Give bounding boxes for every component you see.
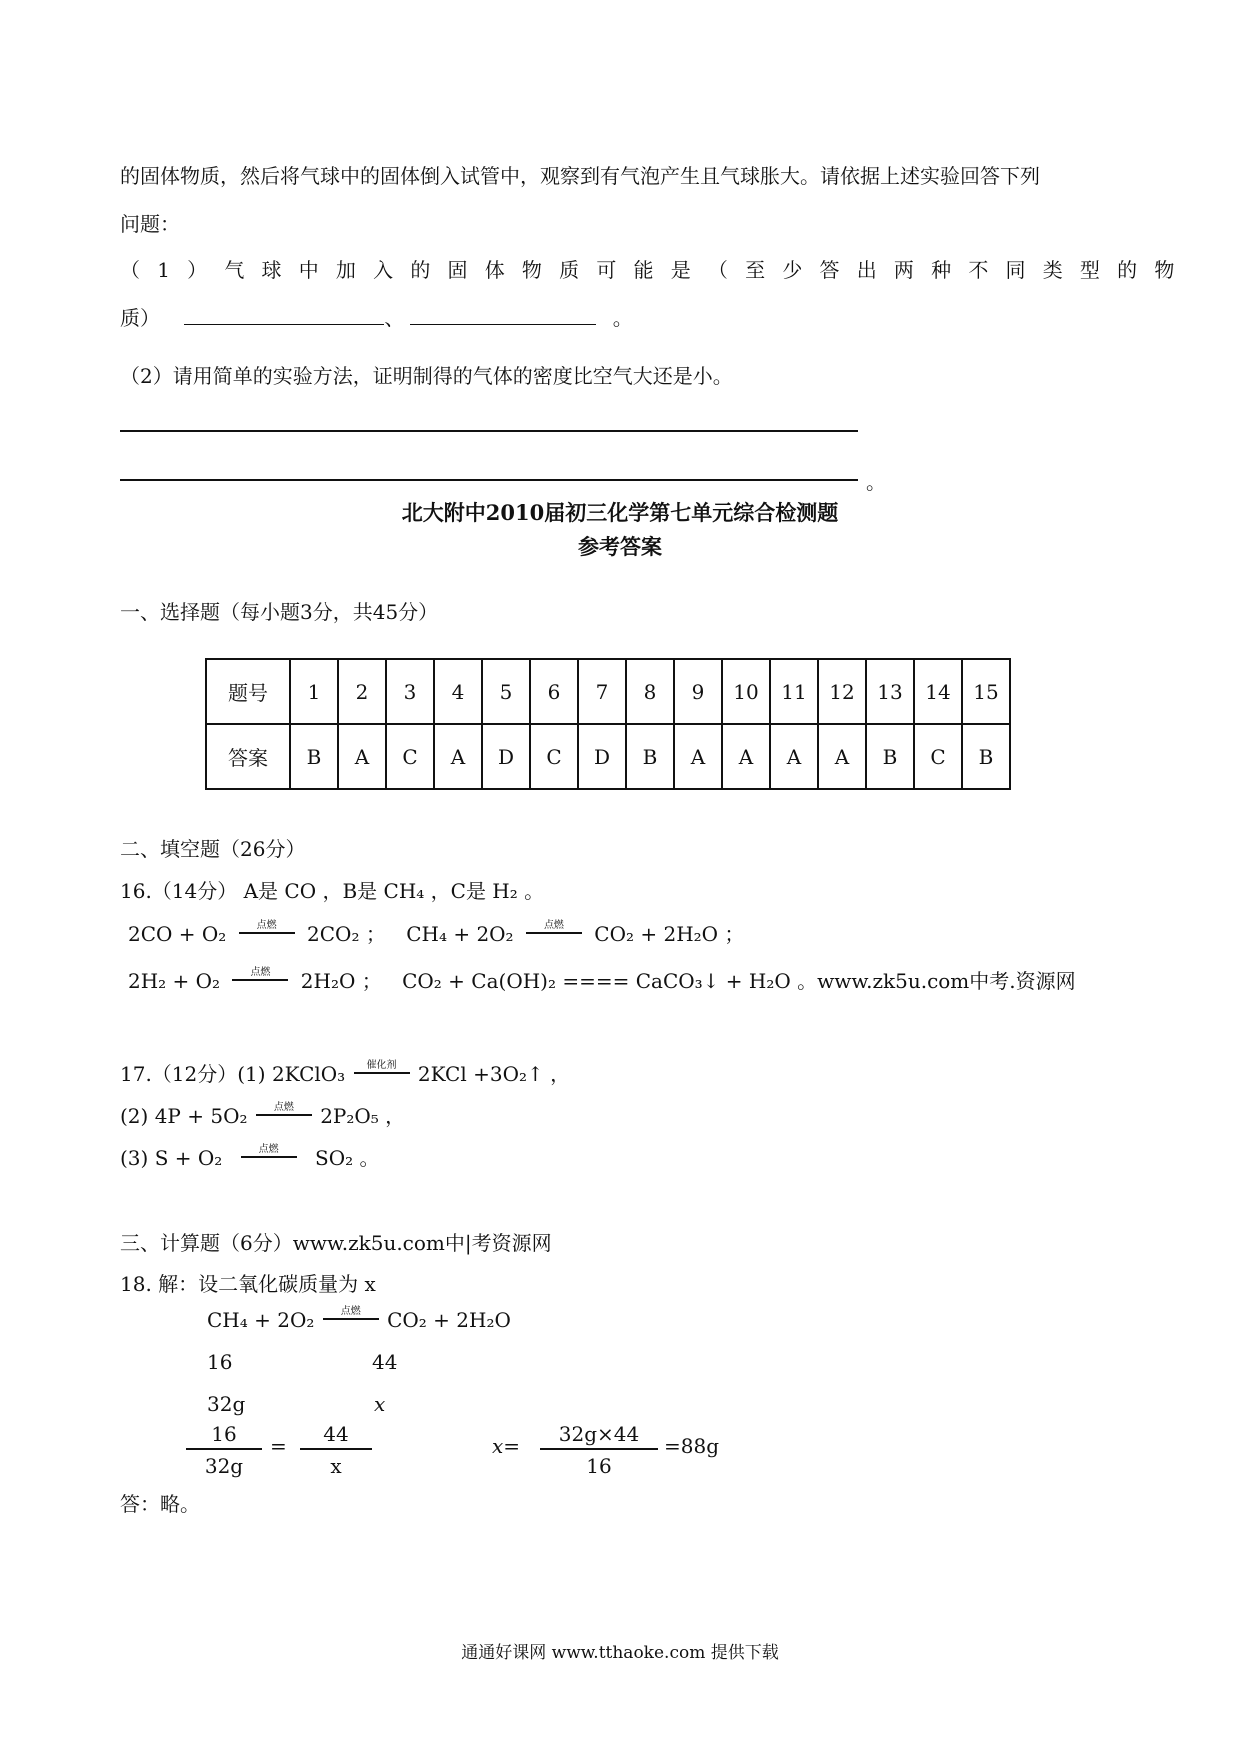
table-header-answer: 答案: [206, 724, 290, 789]
answer-line-1[interactable]: [120, 430, 858, 432]
section-2-heading: 二、填空题（26分）: [120, 837, 306, 861]
molar-mass-1: 16: [207, 1350, 233, 1374]
section-3-heading: 三、计算题（6分）www.zk5u.com中|考资源网: [120, 1231, 552, 1255]
table-cell: D: [482, 724, 530, 789]
q16-equations-2: [128, 965, 1076, 994]
x-label: x=: [492, 1434, 521, 1458]
table-cell: 12: [818, 659, 866, 724]
table-cell: 3: [386, 659, 434, 724]
table-cell: A: [434, 724, 482, 789]
table-cell: B: [866, 724, 914, 789]
table-cell: 2: [338, 659, 386, 724]
equation-right: CO₂ + 2H₂O: [387, 1308, 511, 1332]
table-cell: 11: [770, 659, 818, 724]
q2-end: 。: [866, 470, 886, 494]
equals-sign: =: [270, 1434, 287, 1458]
reaction-arrow: [526, 919, 582, 946]
table-cell: 4: [434, 659, 482, 724]
q1-line-2: [120, 302, 633, 331]
equation-right: 2CO₂ ；: [307, 922, 386, 946]
table-cell: 8: [626, 659, 674, 724]
fraction-1-denominator: 32g: [204, 1454, 244, 1478]
equation-left: (3) S + O₂: [120, 1146, 223, 1170]
equation-left: CH₄ + 2O₂: [406, 922, 514, 946]
q16-equations-1: [128, 918, 744, 947]
reaction-arrow: [323, 1305, 379, 1332]
equation-left: 17.（12分）(1) 2KClO₃: [120, 1062, 346, 1086]
molar-mass-2: 44: [372, 1350, 398, 1374]
condition-label: 点燃: [258, 1143, 279, 1155]
fraction-3: [540, 1422, 658, 1478]
q17-line-1: [120, 1058, 570, 1087]
q2-text: （2）请用简单的实验方法，证明制得的气体的密度比空气大还是小。: [120, 364, 733, 388]
table-cell: 15: [962, 659, 1010, 724]
table-cell: C: [386, 724, 434, 789]
table-cell: D: [578, 724, 626, 789]
q16-line-1: 16.（14分） A是 CO ，B是 CH₄ ，C是 H₂ 。: [120, 879, 545, 903]
q1-separator: 、: [384, 306, 405, 330]
table-cell: C: [914, 724, 962, 789]
table-cell: 9: [674, 659, 722, 724]
page-title: 北大附中2010届初三化学第七单元综合检测题: [401, 500, 839, 525]
given-mass: 32g: [207, 1392, 246, 1416]
equation-right: 2H₂O ；: [300, 969, 382, 993]
answer-blank-1[interactable]: [184, 304, 384, 325]
fraction-2-denominator: x: [330, 1454, 342, 1478]
q18-answer: 答：略。: [120, 1492, 200, 1516]
table-cell: 10: [722, 659, 770, 724]
answer-line-2[interactable]: [120, 479, 858, 481]
answer-blank-2[interactable]: [410, 304, 596, 325]
intro-line-2: 问题：: [120, 212, 180, 236]
unknown-mass: x: [374, 1392, 386, 1416]
table-cell: A: [674, 724, 722, 789]
section-1-heading: 一、选择题（每小题3分，共45分）: [120, 600, 439, 624]
q1-prefix: 质）: [120, 306, 160, 330]
table-header-number: 题号: [206, 659, 290, 724]
equation-left: 2H₂ + O₂: [128, 969, 221, 993]
equation-right: CO₂ + 2H₂O ；: [594, 922, 745, 946]
fraction-1-numerator: 16: [186, 1422, 262, 1450]
page-subtitle: 参考答案: [578, 534, 662, 559]
intro-line-1: 的固体物质，然后将气球中的固体倒入试管中，观察到有气泡产生且气球胀大。请依据上述实验回答下列: [120, 164, 1040, 188]
fraction-1: [186, 1422, 262, 1478]
reaction-arrow: [241, 1143, 297, 1170]
table-row-numbers: [206, 659, 1010, 724]
table-cell: B: [962, 724, 1010, 789]
condition-label: 点燃: [250, 966, 271, 978]
condition-label: 点燃: [543, 919, 564, 931]
answer-table: [205, 658, 1011, 790]
equation-right: 2KCl +3O₂↑ ，: [417, 1062, 571, 1086]
equation-right: SO₂ 。: [315, 1146, 380, 1170]
equation-limewater: CO₂ + Ca(OH)₂ ==== CaCO₃↓ + H₂O 。www.zk5u.com中考.资源网: [402, 969, 1076, 993]
fraction-2: [300, 1422, 372, 1478]
table-cell: 1: [290, 659, 338, 724]
equation-right: 2P₂O₅ ，: [320, 1104, 406, 1128]
table-cell: 13: [866, 659, 914, 724]
table-cell: 14: [914, 659, 962, 724]
reaction-arrow: [354, 1059, 410, 1086]
table-cell: C: [530, 724, 578, 789]
table-cell: 5: [482, 659, 530, 724]
q17-line-2: [120, 1100, 405, 1129]
equation-left: (2) 4P + 5O₂: [120, 1104, 248, 1128]
table-cell: A: [770, 724, 818, 789]
reaction-arrow: [256, 1101, 312, 1128]
table-cell: 7: [578, 659, 626, 724]
table-cell: A: [338, 724, 386, 789]
table-cell: A: [722, 724, 770, 789]
fraction-3-numerator: 32g×44: [540, 1422, 658, 1450]
q17-line-3: [120, 1142, 379, 1171]
table-row-answers: [206, 724, 1010, 789]
table-cell: B: [290, 724, 338, 789]
table-cell: 6: [530, 659, 578, 724]
q18-equation: [207, 1305, 511, 1332]
fraction-3-denominator: 16: [586, 1454, 612, 1478]
page-footer: 通通好课网 www.tthaoke.com 提供下载: [461, 1643, 779, 1663]
q1-end: 。: [612, 306, 633, 330]
result: =88g: [664, 1434, 720, 1458]
table-cell: B: [626, 724, 674, 789]
reaction-arrow: [232, 966, 288, 993]
table-cell: A: [818, 724, 866, 789]
fraction-2-numerator: 44: [300, 1422, 372, 1450]
equation-left: 2CO + O₂: [128, 922, 227, 946]
condition-label: 催化剂: [366, 1059, 397, 1071]
q18-line-1: 18. 解：设二氧化碳质量为 x: [120, 1272, 376, 1296]
condition-label: 点燃: [256, 919, 277, 931]
condition-label: 点燃: [340, 1305, 361, 1317]
reaction-arrow: [239, 919, 295, 946]
condition-label: 点燃: [273, 1101, 294, 1113]
equation-left: CH₄ + 2O₂: [207, 1308, 315, 1332]
q1-line-1: （1）气球中加入的固体物质可能是（至少答出两种不同类型的物: [120, 258, 1192, 282]
